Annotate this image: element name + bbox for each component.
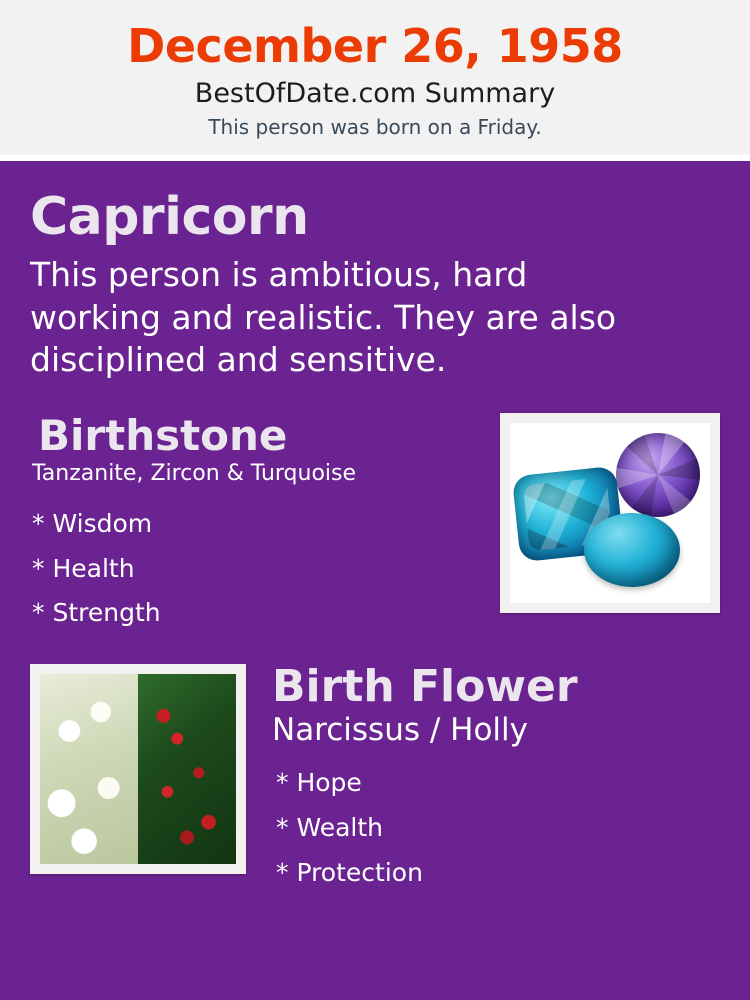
site-summary-label: BestOfDate.com Summary	[194, 78, 556, 110]
list-item: * Hope	[276, 768, 362, 798]
header	[0, 0, 750, 155]
list-item: * Health	[32, 553, 135, 583]
birthstone-title: Birthstone	[38, 411, 288, 461]
page-title-date: December 26, 1958	[127, 19, 623, 73]
birth-flower-photo-frame	[30, 664, 246, 874]
birthstone-image	[510, 423, 710, 603]
birth-flower-image	[40, 674, 236, 864]
birth-flower-section	[30, 660, 720, 895]
birthstone-text-block	[30, 413, 500, 636]
list-item: * Strength	[32, 598, 161, 628]
holly-berries-icon	[138, 674, 236, 864]
birthstone-traits-list	[32, 502, 500, 636]
narcissus-flower-icon	[40, 674, 138, 864]
birthstone-section	[30, 413, 720, 636]
birthstone-names: Tanzanite, Zircon & Turquoise	[32, 461, 357, 487]
zodiac-description: This person is ambitious, hard working and realistic. They are also disciplined and sensitive.	[30, 255, 617, 379]
list-item: * Protection	[276, 858, 423, 888]
birth-flower-names: Narcissus / Holly	[272, 712, 529, 749]
birth-flower-traits-list	[272, 760, 720, 895]
birth-flower-title: Birth Flower	[272, 660, 578, 712]
list-item: * Wisdom	[32, 509, 153, 539]
content-body	[0, 161, 750, 1000]
purple-gem-icon	[616, 433, 700, 517]
zodiac-sign-title: Capricorn	[30, 187, 309, 248]
birthstone-photo-frame	[500, 413, 720, 613]
turquoise-gem-icon	[584, 513, 680, 587]
birth-day-note: This person was born on a Friday.	[208, 115, 542, 140]
list-item: * Wealth	[276, 813, 383, 843]
birth-flower-text-block	[246, 660, 720, 895]
